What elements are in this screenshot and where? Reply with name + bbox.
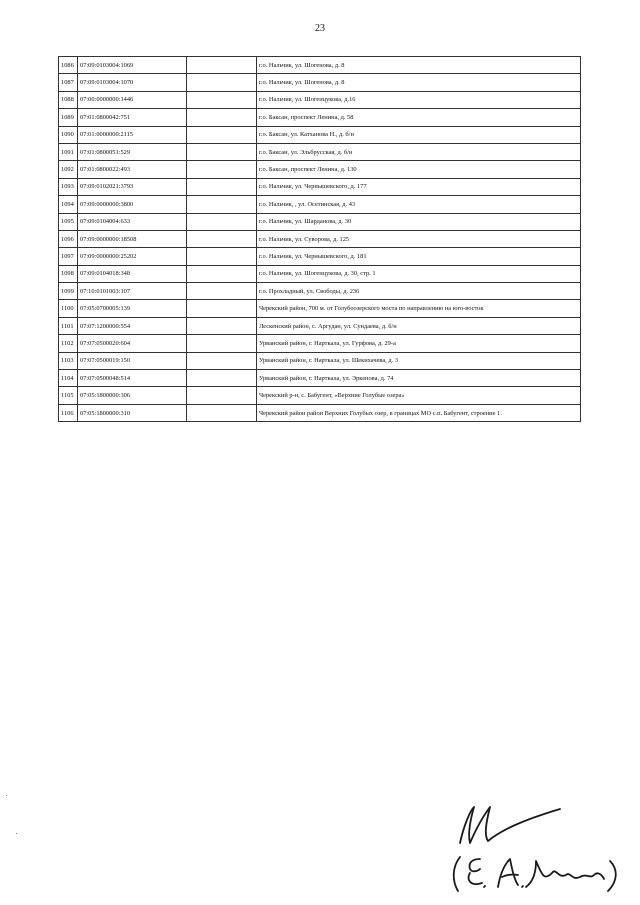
blank-cell (187, 387, 257, 404)
address: г.о. Баксан, ул. Катханова Н., д. б/н (257, 126, 581, 143)
row-number: 1096 (59, 230, 78, 247)
row-number: 1104 (59, 370, 78, 387)
cadastral-number: 07:07:0500019:150 (78, 352, 187, 369)
row-number: 1091 (59, 143, 78, 160)
cadastral-number: 07:05:0700005:139 (78, 300, 187, 317)
cadastral-number: 07:10:0101003:107 (78, 283, 187, 300)
row-number: 1093 (59, 178, 78, 195)
table-row (59, 387, 581, 404)
address: г.о. Нальчик, ул. Шогенцукова, д.16 (257, 91, 581, 108)
blank-cell (187, 213, 257, 230)
address: Урванский район, г. Нарткала, ул. Эркенова, д. 74 (257, 370, 581, 387)
cadastral-number: 07:05:1800000:306 (78, 387, 187, 404)
blank-cell (187, 352, 257, 369)
blank-cell (187, 178, 257, 195)
property-registry-table (58, 56, 581, 422)
cadastral-number: 07:05:1800000:310 (78, 404, 187, 421)
cadastral-number: 07:01:0000000:2115 (78, 126, 187, 143)
cadastral-number: 07:09:0000000:25202 (78, 248, 187, 265)
blank-cell (187, 230, 257, 247)
address: г.о. Нальчик, ул. Шогенцукова, д. 30, стр. 1 (257, 265, 581, 282)
row-number: 1090 (59, 126, 78, 143)
cadastral-number: 07:01:0800022:493 (78, 161, 187, 178)
address: г.о. Прохладный, ул. Свободы, д. 236 (257, 283, 581, 300)
address: Лескенский район, с. Аргудан, ул. Сундаева, д. б/н (257, 317, 581, 334)
row-number: 1100 (59, 300, 78, 317)
row-number: 1094 (59, 196, 78, 213)
cadastral-number: 07:07:0500020:604 (78, 335, 187, 352)
blank-cell (187, 57, 257, 74)
address: г.о. Нальчик, ул. Шогенова, д. 8 (257, 57, 581, 74)
blank-cell (187, 335, 257, 352)
table-row (59, 300, 581, 317)
blank-cell (187, 300, 257, 317)
row-number: 1102 (59, 335, 78, 352)
cadastral-number: 07:07:1200000:554 (78, 317, 187, 334)
address: г.о. Баксан, проспект Ленина, д. 58 (257, 109, 581, 126)
handwritten-signature (440, 795, 630, 895)
address: г.о. Нальчик, ул. Чернышевского, д. 177 (257, 178, 581, 195)
blank-cell (187, 143, 257, 160)
table-row (59, 248, 581, 265)
row-number: 1098 (59, 265, 78, 282)
cadastral-number: 07:07:0500048:514 (78, 370, 187, 387)
address: г.о. Нальчик, ул. Суворова, д. 125 (257, 230, 581, 247)
blank-cell (187, 109, 257, 126)
table-row (59, 109, 581, 126)
row-number: 1092 (59, 161, 78, 178)
cadastral-number: 07:09:0104018:348 (78, 265, 187, 282)
table-row (59, 57, 581, 74)
address: г.о. Нальчик, ул. Шарданова, д. 30 (257, 213, 581, 230)
table-row (59, 213, 581, 230)
row-number: 1086 (59, 57, 78, 74)
row-number: 1099 (59, 283, 78, 300)
address: г.о. Нальчик, , ул. Осетинская, д. 43 (257, 196, 581, 213)
address: г.о. Баксан, ул. Эльбрусская, д. б/н (257, 143, 581, 160)
table-row (59, 196, 581, 213)
address: Урванский район, г. Нарткала, ул. Гурфова, д. 29-а (257, 335, 581, 352)
blank-cell (187, 248, 257, 265)
table-row (59, 352, 581, 369)
blank-cell (187, 161, 257, 178)
cadastral-number: 07:09:0102021:3793 (78, 178, 187, 195)
cadastral-number: 07:09:0103004:1069 (78, 57, 187, 74)
cadastral-number: 07:01:0800051:529 (78, 143, 187, 160)
blank-cell (187, 370, 257, 387)
table-row (59, 91, 581, 108)
page-number: 23 (315, 23, 325, 34)
row-number: 1106 (59, 404, 78, 421)
address: Черекский р-н, с. Бабугент, «Верхние Голубые озера» (257, 387, 581, 404)
row-number: 1101 (59, 317, 78, 334)
table-row (59, 178, 581, 195)
table-row (59, 143, 581, 160)
table-row (59, 126, 581, 143)
table-row (59, 283, 581, 300)
registry-table-body (59, 57, 581, 422)
table-row (59, 74, 581, 91)
table-row (59, 317, 581, 334)
blank-cell (187, 74, 257, 91)
address: Урванский район, г. Нарткала, ул. Шекихачева, д. 3 (257, 352, 581, 369)
address: г.о. Нальчик, ул. Шогенова, д. 8 (257, 74, 581, 91)
scan-speck (16, 833, 17, 834)
row-number: 1097 (59, 248, 78, 265)
blank-cell (187, 196, 257, 213)
table-row (59, 230, 581, 247)
row-number: 1095 (59, 213, 78, 230)
blank-cell (187, 404, 257, 421)
cadastral-number: 07:09:0000000:3800 (78, 196, 187, 213)
cadastral-number: 07:09:0103004:1070 (78, 74, 187, 91)
cadastral-number: 07:09:0000000:18508 (78, 230, 187, 247)
row-number: 1088 (59, 91, 78, 108)
table-row (59, 370, 581, 387)
address: Черекский район, 700 м. от Голубоозерского моста по направлению на юго-восток (257, 300, 581, 317)
cadastral-number: 07:00:0000000:1446 (78, 91, 187, 108)
table-row (59, 335, 581, 352)
table-row (59, 265, 581, 282)
address: г.о. Баксан, проспект Ленина, д. 130 (257, 161, 581, 178)
blank-cell (187, 317, 257, 334)
table-row (59, 161, 581, 178)
blank-cell (187, 265, 257, 282)
row-number: 1105 (59, 387, 78, 404)
scan-speck (6, 795, 7, 796)
blank-cell (187, 126, 257, 143)
blank-cell (187, 283, 257, 300)
row-number: 1089 (59, 109, 78, 126)
row-number: 1103 (59, 352, 78, 369)
address: г.о. Нальчик, ул. Чернышевского, д. 181 (257, 248, 581, 265)
blank-cell (187, 91, 257, 108)
cadastral-number: 07:09:0104004:633 (78, 213, 187, 230)
table-row (59, 404, 581, 421)
cadastral-number: 07:01:0800042:751 (78, 109, 187, 126)
address: Черекский район район Верхних Голубых озер, в границах МО с.п. Бабугент, строение 1. (257, 404, 581, 421)
row-number: 1087 (59, 74, 78, 91)
